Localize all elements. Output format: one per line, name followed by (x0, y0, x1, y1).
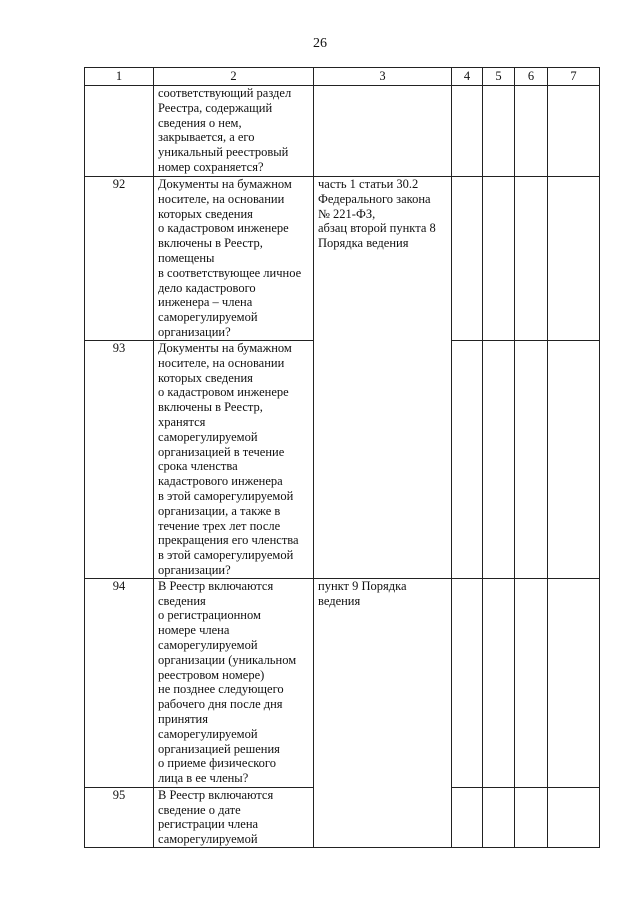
answer-cell-5 (483, 86, 515, 177)
answer-cell-7 (548, 578, 600, 787)
answer-cell-4 (452, 341, 483, 579)
answer-cell-6 (515, 787, 548, 847)
question-cell: Документы на бумажном носителе, на основании которых сведения о кадастровом инженере включены в Реестр, помещены в соответствующее личное дело кадастрового инженера – члена саморегулируемой организации? (154, 177, 314, 341)
header-cell-2: 2 (154, 68, 314, 86)
table-row (85, 177, 600, 341)
answer-cell-7 (548, 177, 600, 341)
header-cell-4: 4 (452, 68, 483, 86)
legal-basis-cell (314, 86, 452, 177)
answer-cell-7 (548, 787, 600, 847)
answer-cell-4 (452, 578, 483, 787)
table-header-row (85, 68, 600, 86)
answer-cell-5 (483, 578, 515, 787)
question-cell: соответствующий раздел Реестра, содержащий сведения о нем, закрывается, а его уникальный реестровый номер сохраняется? (154, 86, 314, 177)
page-number: 26 (313, 36, 327, 51)
header-cell-5: 5 (483, 68, 515, 86)
legal-basis-cell: часть 1 статьи 30.2 Федерального закона № 221-ФЗ, абзац второй пункта 8 Порядка ведения (314, 177, 452, 579)
answer-cell-6 (515, 177, 548, 341)
answer-cell-5 (483, 341, 515, 579)
row-number: 93 (85, 341, 154, 579)
question-cell: В Реестр включаются сведения о регистрационном номере члена саморегулируемой организации (уникальном реестровом номере) не позднее следующего рабочего дня после дня принятия саморегулируемой организацией решения о приеме физического лица в ее члены? (154, 578, 314, 787)
row-number: 94 (85, 578, 154, 787)
answer-cell-7 (548, 341, 600, 579)
header-cell-7: 7 (548, 68, 600, 86)
answer-cell-4 (452, 177, 483, 341)
header-cell-1: 1 (85, 68, 154, 86)
table-row (85, 578, 600, 787)
answer-cell-4 (452, 86, 483, 177)
answer-cell-6 (515, 578, 548, 787)
row-number: 95 (85, 787, 154, 847)
question-cell: Документы на бумажном носителе, на основании которых сведения о кадастровом инженере включены в Реестр, хранятся саморегулируемой организацией в течение срока членства кадастрового инженера в этой саморегулируемой организации, а также в течение трех лет после прекращения его членства в этой саморегулируемой организации? (154, 341, 314, 579)
legal-basis-cell: пункт 9 Порядка ведения (314, 578, 452, 847)
row-number (85, 86, 154, 177)
answer-cell-6 (515, 341, 548, 579)
answer-cell-7 (548, 86, 600, 177)
header-cell-3: 3 (314, 68, 452, 86)
checklist-table (84, 67, 600, 848)
answer-cell-5 (483, 787, 515, 847)
table-row (85, 86, 600, 177)
answer-cell-6 (515, 86, 548, 177)
row-number: 92 (85, 177, 154, 341)
question-cell: В Реестр включаются сведение о дате регистрации члена саморегулируемой (154, 787, 314, 847)
header-cell-6: 6 (515, 68, 548, 86)
answer-cell-4 (452, 787, 483, 847)
answer-cell-5 (483, 177, 515, 341)
